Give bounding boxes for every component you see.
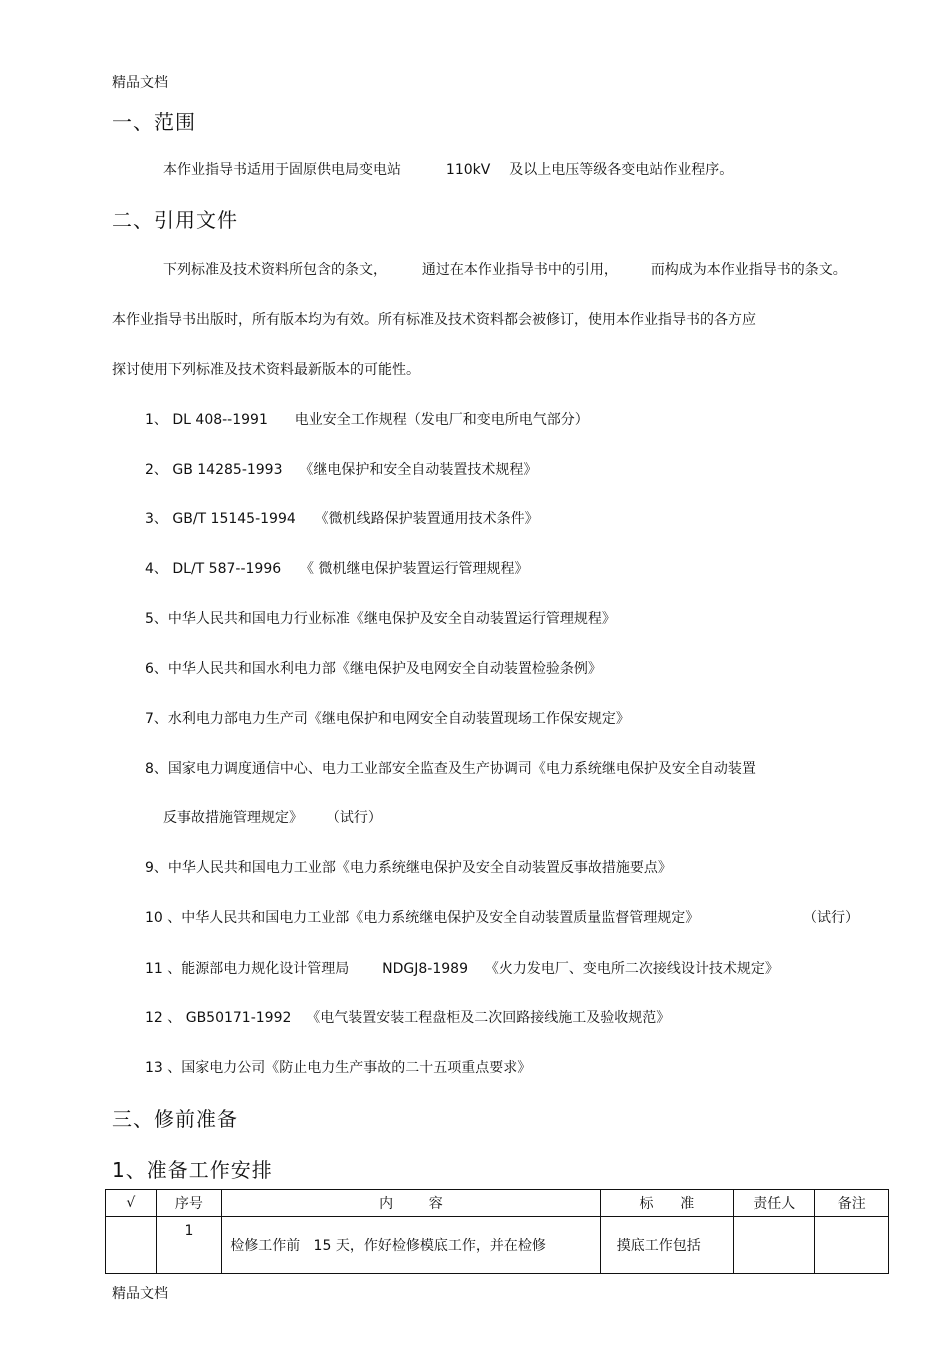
ref-item-title: 《微机线路保护装置通用技术条件》	[314, 511, 539, 527]
ref-item-num: 11 、	[145, 961, 182, 977]
ref-item-code: DL/T 587--1996	[172, 561, 282, 577]
ref-item-8-cont	[163, 807, 382, 827]
ref-item-title: 反事故措施管理规定》	[163, 810, 303, 826]
ref-item-title: 电业安全工作规程（发电厂和变电所电气部分）	[294, 412, 589, 428]
ref-item-3	[145, 508, 539, 528]
refs-intro-a: 下列标准及技术资料所包含的条文，	[163, 262, 387, 278]
ref-item-title: 中华人民共和国水利电力部《继电保护及电网安全自动装置检验条例》	[167, 661, 602, 677]
section-title-prep: 三、修前准备	[112, 1107, 238, 1131]
refs-intro-line3: 探讨使用下列标准及技术资料最新版本的可能性。	[112, 362, 420, 378]
scope-text-c: 及以上电压等级各变电站作业程序。	[509, 162, 734, 178]
refs-intro-c: 而构成为本作业指导书的条文。	[650, 262, 847, 278]
ref-item-suffix: （试行）	[325, 810, 382, 826]
ref-item-num: 1、	[145, 412, 168, 428]
ref-item-num: 8、	[145, 761, 168, 777]
ref-item-6	[145, 658, 602, 678]
ref-item-7	[145, 708, 630, 728]
prep-table	[105, 1189, 889, 1274]
ref-item-13	[145, 1057, 531, 1077]
table-row	[106, 1217, 889, 1274]
ref-item-title: 《继电保护和安全自动装置技术规程》	[299, 462, 538, 478]
scope-text-a: 本作业指导书适用于固原供电局变电站	[163, 162, 401, 178]
refs-intro-line2: 本作业指导书出版时，所有版本均为有效。所有标准及技术资料都会被修订，使用本作业指导书的各方应	[112, 312, 756, 328]
col-header-note: 备注	[815, 1190, 889, 1217]
ref-item-num: 10 、	[145, 910, 182, 926]
cell-note	[815, 1217, 889, 1274]
ref-item-code: DL 408--1991	[172, 412, 268, 428]
ref-item-title: 中华人民共和国电力工业部《电力系统继电保护及安全自动装置反事故措施要点》	[167, 860, 672, 876]
ref-item-12	[145, 1007, 670, 1027]
cell-standard: 摸底工作包括	[600, 1217, 733, 1274]
ref-item-title: 中华人民共和国电力工业部《电力系统继电保护及安全自动装置质量监督管理规定》	[181, 910, 700, 926]
ref-item-title: 中华人民共和国电力行业标准《继电保护及安全自动装置运行管理规程》	[167, 611, 616, 627]
ref-item-5	[145, 608, 616, 628]
refs-intro-line1	[163, 259, 847, 279]
ref-item-title: 《 微机继电保护装置运行管理规程》	[300, 561, 529, 577]
ref-item-title: 水利电力部电力生产司《继电保护和电网安全自动装置现场工作保安规定》	[167, 711, 630, 727]
ref-item-num: 5、	[145, 611, 168, 627]
col-header-seq: 序号	[156, 1190, 222, 1217]
ref-item-title: 国家电力调度通信中心、电力工业部安全监查及生产协调司《电力系统继电保护及安全自动装置	[167, 761, 756, 777]
ref-item-9	[145, 857, 672, 877]
ref-item-num: 3、	[145, 511, 168, 527]
subsection-title-prep-arrangement: 1、准备工作安排	[112, 1158, 273, 1182]
ref-item-2	[145, 459, 537, 479]
ref-item-4	[145, 558, 529, 578]
col-header-standard: 标 准	[600, 1190, 733, 1217]
cell-responsible	[734, 1217, 815, 1274]
refs-intro-b: 通过在本作业指导书中的引用，	[421, 262, 618, 278]
page-header: 精品文档	[112, 75, 168, 91]
ref-item-num: 9、	[145, 860, 168, 876]
scope-paragraph	[163, 159, 733, 179]
ref-item-num: 7、	[145, 711, 168, 727]
table-header-row	[106, 1190, 889, 1217]
ref-item-1	[145, 409, 589, 429]
col-header-responsible: 责任人	[734, 1190, 815, 1217]
ref-item-code: NDGJ8-1989	[382, 961, 468, 977]
page-footer: 精品文档	[112, 1286, 168, 1302]
ref-item-num: 13 、	[145, 1060, 182, 1076]
section-title-scope: 一、范围	[112, 110, 196, 134]
ref-item-title: 能源部电力规化设计管理局	[181, 961, 350, 977]
cell-seq: 1	[156, 1217, 222, 1274]
ref-item-num: 12 、	[145, 1010, 182, 1026]
ref-item-8	[145, 758, 756, 778]
section-title-refs: 二、引用文件	[112, 208, 238, 232]
col-header-content: 内 容	[222, 1190, 601, 1217]
ref-item-code: GB50171-1992	[185, 1010, 292, 1026]
ref-item-num: 2、	[145, 462, 168, 478]
ref-item-10-suffix: （试行）	[803, 910, 859, 926]
ref-item-num: 6、	[145, 661, 168, 677]
ref-item-10	[145, 907, 699, 927]
ref-item-title2: 《火力发电厂、变电所二次接线设计技术规定》	[484, 961, 779, 977]
cell-content: 检修工作前 15 天，作好检修模底工作，并在检修	[222, 1217, 601, 1274]
scope-voltage: 110kV	[445, 162, 491, 178]
ref-item-num: 4、	[145, 561, 168, 577]
ref-item-code: GB/T 15145-1994	[172, 511, 296, 527]
ref-item-title: 国家电力公司《防止电力生产事故的二十五项重点要求》	[181, 1060, 532, 1076]
ref-item-11	[145, 958, 779, 978]
cell-check	[106, 1217, 157, 1274]
ref-item-code: GB 14285-1993	[172, 462, 283, 478]
ref-item-title: 《电气装置安装工程盘柜及二次回路接线施工及验收规范》	[306, 1010, 671, 1026]
col-header-check: √	[106, 1190, 157, 1217]
